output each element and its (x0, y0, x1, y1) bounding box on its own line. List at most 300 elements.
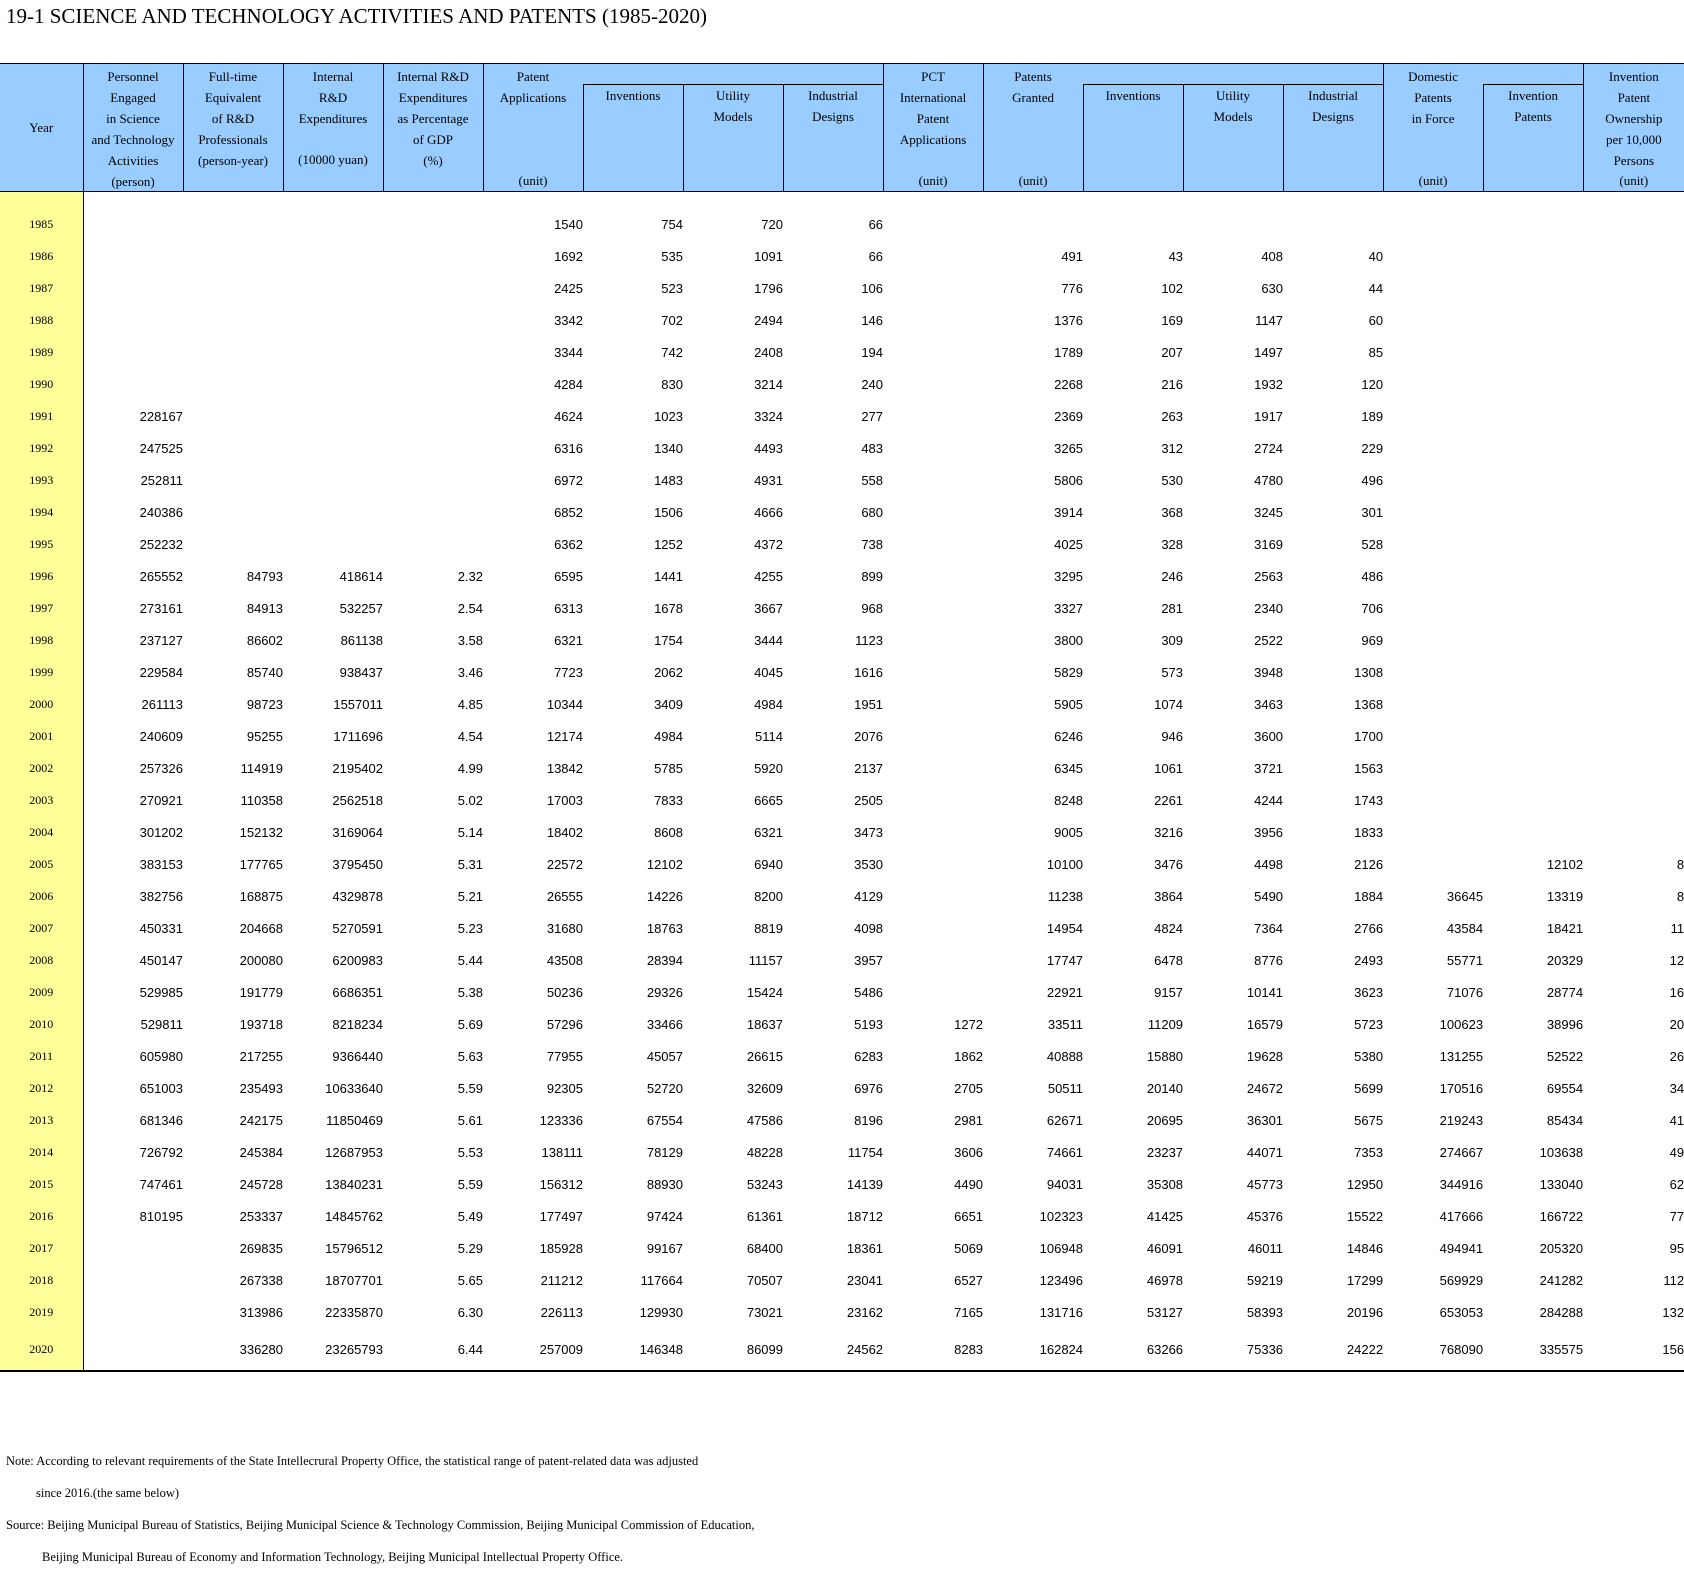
gr-utility-models-cell: 3956 (1254, 824, 1284, 840)
app-inventions-cell: 5785 (654, 760, 683, 776)
pct-applications-cell (883, 784, 983, 816)
year-cell: 2007 (0, 912, 83, 944)
app-inventions-cell: 18763 (646, 920, 683, 936)
dom-invention-patents-cell: 85434 (1546, 1112, 1584, 1128)
domestic-patents-cell: 219243 (1439, 1112, 1484, 1128)
gr-inventions-cell: 63266 (1083, 1328, 1183, 1371)
pct-applications-cell (883, 912, 983, 944)
gr-inventions-cell: 9157 (1154, 984, 1184, 1000)
personnel-cell (83, 368, 183, 400)
header-dom-invention-patents (1483, 85, 1583, 192)
app-utility-models-cell: 26615 (746, 1048, 783, 1064)
invention-ownership-cell (1583, 496, 1684, 528)
header-patent-applications-unit: (unit) (518, 173, 548, 188)
rd-percent-gdp-cell: 2.32 (457, 568, 483, 584)
patents-granted-cell: 2268 (1054, 376, 1084, 392)
fte-cell: 267338 (239, 1272, 283, 1288)
domestic-patents-cell: 170516 (1439, 1080, 1484, 1096)
table-row (0, 1008, 1684, 1040)
header-line: Patents (1414, 90, 1452, 105)
rd-percent-gdp-cell: 5.59 (457, 1176, 483, 1192)
gr-inventions-cell: 169 (1161, 312, 1184, 328)
gr-utility-models-cell: 3463 (1254, 696, 1284, 712)
personnel-cell: 651003 (139, 1080, 183, 1096)
header-invention-ownership (1583, 64, 1684, 192)
dom-invention-patents-cell: 38996 (1546, 1016, 1584, 1032)
year-cell: 2001 (0, 720, 83, 752)
domestic-patents-cell (1383, 272, 1483, 304)
header-rd-expenditures (283, 64, 383, 192)
personnel-cell: 382756 (139, 888, 183, 904)
invention-ownership-cell: 16 (1669, 984, 1684, 1000)
table-row (0, 1136, 1684, 1168)
year-cell: 2017 (0, 1232, 83, 1264)
header-line: of R&D (211, 111, 255, 126)
app-industrial-designs-cell: 3473 (854, 824, 884, 840)
fte-cell: 85740 (246, 664, 283, 680)
patents-granted-cell: 1376 (1054, 312, 1084, 328)
patents-granted-cell: 50511 (1047, 1080, 1084, 1096)
rd-expenditures-cell: 14845762 (325, 1208, 383, 1224)
gr-inventions-cell: 46091 (1146, 1240, 1184, 1256)
fte-cell: 313986 (239, 1304, 283, 1320)
app-industrial-designs-cell: 23041 (846, 1272, 884, 1288)
invention-ownership-cell: 8 (1676, 856, 1684, 872)
app-industrial-designs-cell: 1616 (854, 664, 884, 680)
invention-ownership-cell (1583, 272, 1684, 304)
pct-applications-cell: 2981 (954, 1112, 984, 1128)
gr-industrial-designs-cell: 44 (1368, 280, 1384, 296)
app-industrial-designs-cell: 680 (861, 504, 884, 520)
invention-ownership-cell: 112 (1663, 1272, 1684, 1288)
app-utility-models-cell: 73021 (746, 1304, 783, 1320)
app-utility-models-cell: 47586 (746, 1112, 783, 1128)
patent-applications-cell: 1692 (554, 248, 583, 264)
table-row (0, 1168, 1684, 1200)
gr-utility-models-cell: 3245 (1254, 504, 1284, 520)
dom-invention-patents-cell (1483, 528, 1583, 560)
pct-applications-cell (883, 752, 983, 784)
header-patents-granted-text (984, 64, 1083, 108)
personnel-cell: 265552 (139, 568, 183, 584)
domestic-patents-cell (1383, 688, 1483, 720)
rd-percent-gdp-cell: 5.49 (457, 1208, 483, 1224)
year-cell: 1995 (0, 528, 83, 560)
app-inventions-cell: 2062 (654, 664, 683, 680)
header-line: Applications (499, 90, 567, 105)
pct-applications-cell: 6651 (954, 1208, 984, 1224)
personnel-cell (83, 240, 183, 272)
statistics-table (0, 63, 1684, 1372)
gr-inventions-cell: 4824 (1154, 920, 1184, 936)
domestic-patents-cell (1383, 528, 1483, 560)
dom-invention-patents-cell: 52522 (1546, 1048, 1584, 1064)
year-cell: 1993 (0, 464, 83, 496)
app-utility-models-cell: 61361 (746, 1208, 783, 1224)
header-line (284, 129, 383, 149)
gr-industrial-designs-cell: 3623 (1354, 984, 1384, 1000)
fte-cell: 204668 (239, 920, 283, 936)
rd-percent-gdp-cell: 6.44 (383, 1328, 483, 1371)
gr-utility-models-cell: 408 (1261, 248, 1284, 264)
personnel-cell (83, 272, 183, 304)
rd-expenditures-cell: 418614 (339, 568, 383, 584)
gr-industrial-designs-cell: 24222 (1283, 1328, 1383, 1371)
gr-utility-models-cell: 2522 (1254, 632, 1284, 648)
rd-percent-gdp-cell: 4.99 (457, 760, 483, 776)
patents-granted-cell: 62671 (1046, 1112, 1084, 1128)
table-row (0, 1040, 1684, 1072)
year-cell: 1989 (0, 336, 83, 368)
pct-applications-cell (883, 624, 983, 656)
header-line: Internal R&D (397, 69, 469, 84)
gr-industrial-designs-cell: 1884 (1354, 888, 1384, 904)
header-app-industrial-designs (783, 85, 883, 192)
app-inventions-cell: 1340 (654, 440, 683, 456)
year-cell: 1985 (0, 208, 83, 240)
header-rd-percent-gdp (383, 64, 483, 192)
patent-applications-cell: 12174 (546, 728, 583, 744)
header-line: Ownership (1605, 111, 1663, 126)
app-industrial-designs-cell: 6976 (854, 1080, 884, 1096)
fte-cell: 168875 (239, 888, 283, 904)
header-line: Invention (1508, 88, 1558, 104)
fte-cell (183, 240, 283, 272)
app-utility-models-cell: 4372 (754, 536, 783, 552)
year-cell: 2012 (0, 1072, 83, 1104)
patent-applications-cell: 92305 (546, 1080, 583, 1096)
header-app-utility-models (683, 85, 783, 192)
invention-ownership-cell (1583, 688, 1684, 720)
header-line: Designs (812, 109, 854, 125)
header-domestic-patents-text (1384, 64, 1483, 129)
header-line: and Technology (91, 132, 175, 147)
invention-ownership-cell: 62 (1669, 1176, 1684, 1192)
app-utility-models-cell: 4666 (754, 504, 783, 520)
app-industrial-designs-cell: 3957 (854, 952, 884, 968)
header-line: Personnel (107, 69, 159, 84)
app-industrial-designs-cell: 5486 (854, 984, 884, 1000)
app-utility-models-cell: 48228 (746, 1144, 783, 1160)
fte-cell: 193718 (239, 1016, 283, 1032)
patents-granted-cell: 491 (1061, 248, 1084, 264)
year-cell: 2003 (0, 784, 83, 816)
table-row (0, 720, 1684, 752)
dom-invention-patents-cell (1483, 464, 1583, 496)
pct-applications-cell: 3606 (954, 1144, 984, 1160)
header-line: Utility (716, 88, 750, 104)
header-app-inventions-text (584, 85, 683, 106)
header-line: Full-time (208, 69, 258, 84)
header-line: Utility (1216, 88, 1250, 104)
personnel-cell: 240609 (139, 728, 183, 744)
gr-industrial-designs-cell: 14846 (1346, 1240, 1384, 1256)
invention-ownership-cell (1583, 784, 1684, 816)
year-cell: 2009 (0, 976, 83, 1008)
dom-invention-patents-cell: 28774 (1546, 984, 1584, 1000)
app-utility-models-cell: 6321 (754, 824, 783, 840)
patents-granted-cell: 5806 (1054, 472, 1084, 488)
patents-granted-cell: 17747 (1046, 952, 1084, 968)
header-patent-applications-text (484, 64, 583, 108)
patents-granted-cell: 162824 (983, 1328, 1083, 1371)
header-domestic-patents (1383, 64, 1483, 192)
year-cell: 2018 (0, 1264, 83, 1296)
header-line: Industrial (808, 88, 858, 104)
rd-percent-gdp-cell: 5.14 (457, 824, 483, 840)
table-row (0, 1264, 1684, 1296)
year-cell-spacer (0, 192, 83, 209)
patents-granted-cell: 10100 (1046, 856, 1084, 872)
patent-applications-cell: 226113 (540, 1304, 583, 1320)
table-row (0, 560, 1684, 592)
app-industrial-designs-cell: 4098 (854, 920, 884, 936)
app-industrial-designs-cell: 2076 (854, 728, 884, 744)
gr-inventions-cell: 281 (1161, 600, 1184, 616)
patent-applications-cell: 3342 (554, 312, 583, 328)
patents-granted-cell: 14954 (1046, 920, 1084, 936)
personnel-cell (83, 1328, 183, 1371)
gr-inventions-cell: 1074 (1154, 696, 1184, 712)
dom-invention-patents-cell (1483, 816, 1583, 848)
patents-granted-cell: 2369 (1054, 408, 1084, 424)
table-row (0, 496, 1684, 528)
table-row (0, 1200, 1684, 1232)
app-utility-models-cell: 32609 (746, 1080, 783, 1096)
personnel-cell: 229584 (139, 664, 183, 680)
header-personnel (83, 64, 183, 192)
patent-applications-cell: 2425 (554, 280, 583, 296)
gr-inventions-cell: 328 (1161, 536, 1184, 552)
year-cell: 2008 (0, 944, 83, 976)
app-inventions-cell: 129930 (639, 1304, 683, 1320)
header-line: of GDP (412, 132, 454, 147)
pct-applications-cell: 5069 (954, 1240, 984, 1256)
patents-granted-cell: 776 (1061, 280, 1084, 296)
patents-granted-cell: 40888 (1046, 1048, 1084, 1064)
dom-invention-patents-cell: 20329 (1546, 952, 1584, 968)
rd-expenditures-cell: 22335870 (325, 1304, 383, 1320)
invention-ownership-cell: 11 (1670, 920, 1684, 936)
patent-applications-cell: 31680 (546, 920, 583, 936)
table-row (0, 272, 1684, 304)
header-domestic-group-top (1483, 64, 1583, 85)
dom-invention-patents-cell: 133040 (1539, 1176, 1584, 1192)
pct-applications-cell (883, 432, 983, 464)
app-industrial-designs-cell: 66 (868, 248, 884, 264)
pct-applications-cell (883, 976, 983, 1008)
table-row (0, 688, 1684, 720)
header-line: Inventions (1105, 88, 1161, 104)
pct-applications-cell (883, 304, 983, 336)
header-line: (person-year) (197, 153, 268, 168)
rd-expenditures-cell: 6686351 (332, 984, 383, 1000)
gr-utility-models-cell: 45773 (1246, 1176, 1284, 1192)
app-industrial-designs-cell: 558 (861, 472, 884, 488)
dom-invention-patents-cell: 18421 (1546, 920, 1584, 936)
patent-applications-cell: 6972 (554, 472, 583, 488)
footnote (6, 1445, 754, 1573)
domestic-patents-cell: 36645 (1446, 888, 1484, 904)
app-industrial-designs-cell: 968 (861, 600, 884, 616)
header-line: per 10,000 (1606, 132, 1662, 147)
header-line: Patent (516, 69, 550, 84)
header-line: (person) (111, 174, 155, 189)
year-cell: 1992 (0, 432, 83, 464)
rd-expenditures-cell: 5270591 (332, 920, 383, 936)
header-line: Models (1213, 109, 1253, 125)
rd-percent-gdp-cell: 5.29 (457, 1240, 483, 1256)
app-inventions-cell: 742 (661, 344, 683, 360)
rd-percent-gdp-cell: 3.58 (457, 632, 483, 648)
gr-industrial-designs-cell: 1833 (1354, 824, 1384, 840)
patents-granted-cell: 131716 (1039, 1304, 1084, 1320)
gr-utility-models-cell: 4780 (1254, 472, 1284, 488)
gr-inventions-cell: 246 (1161, 568, 1184, 584)
fte-cell: 200080 (239, 952, 283, 968)
dom-invention-patents-cell: 69554 (1546, 1080, 1584, 1096)
gr-utility-models-cell: 3948 (1254, 664, 1284, 680)
domestic-patents-cell: 131255 (1439, 1048, 1484, 1064)
table-row (0, 816, 1684, 848)
personnel-cell: 681346 (139, 1112, 183, 1128)
dom-invention-patents-cell (1483, 592, 1583, 624)
gr-utility-models-cell: 2724 (1254, 440, 1284, 456)
app-inventions-cell: 146348 (583, 1328, 683, 1371)
rd-expenditures-cell (283, 400, 383, 432)
fte-cell: 86602 (246, 632, 283, 648)
domestic-patents-cell: 768090 (1383, 1328, 1483, 1371)
gr-utility-models-cell: 1147 (1255, 312, 1284, 328)
table-row (0, 240, 1684, 272)
app-utility-models-cell: 86099 (683, 1328, 783, 1371)
header-line: in Science (106, 111, 160, 126)
gr-utility-models-cell: 4498 (1254, 856, 1284, 872)
app-utility-models-cell: 8819 (754, 920, 783, 936)
gr-inventions-cell: 1061 (1154, 760, 1184, 776)
header-pct-text (884, 64, 983, 150)
patent-applications-cell: 211212 (540, 1272, 583, 1288)
year-cell: 2010 (0, 1008, 83, 1040)
patents-granted-cell: 22921 (1046, 984, 1084, 1000)
personnel-cell: 247525 (139, 440, 183, 456)
gr-utility-models-cell: 3169 (1254, 536, 1284, 552)
personnel-cell (83, 1232, 183, 1264)
header-fte (183, 64, 283, 192)
note-line-2: since 2016.(the same below) (36, 1486, 180, 1500)
domestic-patents-cell (1383, 720, 1483, 752)
rd-expenditures-cell: 12687953 (325, 1144, 383, 1160)
app-utility-models-cell: 70507 (746, 1272, 783, 1288)
header-invention-ownership-unit: (unit) (1619, 173, 1649, 188)
fte-cell: 191779 (239, 984, 283, 1000)
table-row (0, 656, 1684, 688)
header-line: R&D (318, 90, 348, 105)
gr-utility-models-cell (1183, 208, 1283, 240)
app-utility-models-cell: 4045 (754, 664, 783, 680)
gr-inventions-cell: 530 (1161, 472, 1184, 488)
patent-applications-cell: 138111 (541, 1144, 583, 1160)
personnel-cell (83, 336, 183, 368)
header-applications-group-top (583, 64, 883, 85)
gr-utility-models-cell: 59219 (1246, 1272, 1284, 1288)
app-inventions-cell: 535 (661, 248, 683, 264)
gr-utility-models-cell: 630 (1261, 280, 1284, 296)
header-line: Patents (1014, 69, 1052, 84)
header-line: as Percentage (397, 111, 469, 126)
fte-cell: 84793 (246, 568, 283, 584)
rd-expenditures-cell (283, 496, 383, 528)
domestic-patents-cell (1383, 400, 1483, 432)
app-inventions-cell: 28394 (646, 952, 683, 968)
gr-utility-models-cell: 1497 (1254, 344, 1284, 360)
dom-invention-patents-cell (1483, 624, 1583, 656)
rd-percent-gdp-cell: 6.30 (457, 1304, 483, 1320)
invention-ownership-cell (1583, 528, 1684, 560)
domestic-patents-cell: 43584 (1446, 920, 1484, 936)
app-utility-models-cell: 6665 (754, 792, 783, 808)
patent-applications-cell: 18402 (546, 824, 583, 840)
gr-industrial-designs-cell: 5699 (1354, 1080, 1384, 1096)
dom-invention-patents-cell (1483, 400, 1583, 432)
patent-applications-cell: 6595 (554, 568, 583, 584)
domestic-patents-cell: 344916 (1439, 1176, 1484, 1192)
personnel-cell: 237127 (139, 632, 183, 648)
app-industrial-designs-cell: 23162 (846, 1304, 884, 1320)
patent-applications-cell: 17003 (546, 792, 583, 808)
rd-expenditures-cell: 6200983 (332, 952, 383, 968)
patent-applications-cell: 22572 (546, 856, 583, 872)
spacer-cell (83, 192, 1684, 209)
pct-applications-cell (883, 240, 983, 272)
invention-ownership-cell: 12 (1669, 952, 1684, 968)
header-personnel-text (84, 64, 183, 192)
gr-utility-models-cell: 5490 (1254, 888, 1284, 904)
header-line: Patents (1514, 109, 1552, 125)
domestic-patents-cell: 494941 (1439, 1240, 1484, 1256)
invention-ownership-cell: 34 (1669, 1080, 1684, 1096)
patent-applications-cell: 177497 (539, 1208, 583, 1224)
dom-invention-patents-cell (1483, 432, 1583, 464)
app-utility-models-cell: 4931 (754, 472, 783, 488)
domestic-patents-cell (1383, 784, 1483, 816)
app-utility-models-cell: 2408 (754, 344, 783, 360)
app-industrial-designs-cell: 11754 (847, 1144, 884, 1160)
rd-percent-gdp-cell: 5.65 (457, 1272, 483, 1288)
dom-invention-patents-cell (1483, 208, 1583, 240)
dom-invention-patents-cell: 12102 (1546, 856, 1584, 872)
gr-utility-models-cell: 2340 (1254, 600, 1284, 616)
app-inventions-cell: 99167 (646, 1240, 683, 1256)
app-utility-models-cell: 15424 (746, 984, 783, 1000)
header-line: Designs (1312, 109, 1354, 125)
rd-expenditures-cell: 4329878 (332, 888, 383, 904)
app-industrial-designs-cell: 2505 (854, 792, 884, 808)
patent-applications-cell: 257009 (483, 1328, 583, 1371)
gr-utility-models-cell: 4244 (1254, 792, 1284, 808)
app-inventions-cell: 67554 (646, 1112, 683, 1128)
gr-industrial-designs-cell: 528 (1361, 536, 1384, 552)
header-fte-text (184, 64, 283, 171)
domestic-patents-cell (1383, 560, 1483, 592)
patent-applications-cell: 57296 (546, 1016, 583, 1032)
gr-utility-models-cell: 58393 (1246, 1304, 1284, 1320)
personnel-cell: 261113 (141, 696, 183, 712)
app-industrial-designs-cell: 106 (861, 280, 884, 296)
gr-utility-models-cell: 2563 (1254, 568, 1284, 584)
header-line: Equivalent (204, 90, 262, 105)
personnel-cell: 810195 (139, 1208, 183, 1224)
